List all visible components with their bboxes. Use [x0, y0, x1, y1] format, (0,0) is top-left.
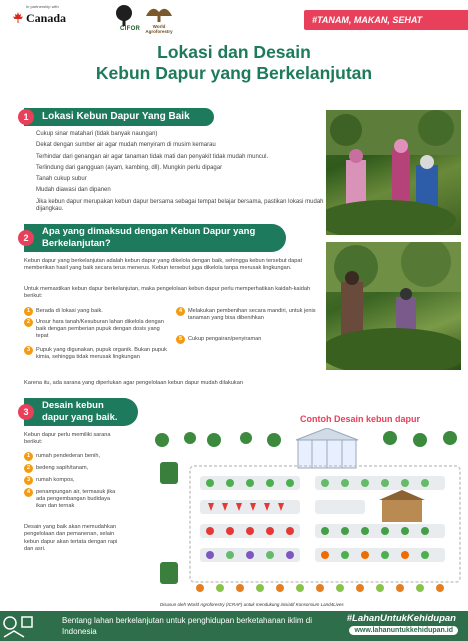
section2-paragraph2: Untuk memastikan kebun dapur berkelanjutan, maka pengelolaan kebun dapur perlu memperhatikan kaidah-kaidah berikut: [24, 286, 311, 300]
icraf-logo [142, 4, 176, 34]
list-item: rumah pendederan benih, [36, 453, 101, 459]
footer-text: Bentang lahan berkelanjutan untuk penghidupan berketahanan iklim di Indonesia [62, 616, 312, 636]
section1-heading: Lokasi Kebun Dapur Yang Baik [24, 108, 214, 126]
list-item: penampungan air, termasuk jika ada pengembangan budidaya ikan dan ternak [36, 489, 116, 509]
garden-design-diagram [150, 428, 468, 598]
section3-intro: Kebun dapur perlu memiliki sarana berikut: [24, 432, 111, 446]
section3-number: 3 [18, 404, 34, 420]
list-item: bedeng sapih/tanam, [36, 465, 89, 471]
list-item: Melakukan pembenihan secara mandiri, untuk jenis tanaman yang bisa dibenihkan [188, 308, 316, 321]
icraf-tree-icon [142, 4, 176, 24]
number-badge: 3 [24, 476, 33, 485]
number-badge: 5 [176, 335, 185, 344]
seed-house [296, 428, 358, 468]
list-item: Cukup sinar matahari (tidak banyak naungan) [36, 131, 158, 137]
garden-layout-illustration [150, 428, 468, 598]
section3-closing: Desain yang baik akan memudahkan pengelolaan dan pemanenan, selain kebun dapur akan tertata dengan rapi dan asri. [24, 524, 118, 553]
section1-number: 1 [18, 109, 34, 125]
footer-url-link[interactable]: www.lahanuntukkehidupan.id [349, 626, 458, 635]
list-item: Mudah diawasi dan dipanen [36, 187, 111, 194]
footer-hashtag: #LahanUntukKehidupan [346, 613, 456, 624]
page-title [0, 42, 468, 84]
list-item: Dekat dengan sumber air agar mudah menyiram di musim kemarau [36, 142, 216, 149]
section3-heading [24, 398, 138, 426]
list-item: Jika kebun dapur merupakan kebun dapur bersama sebagai tempat belajar bersama, pastikan lokasi mudah dijangkau. [36, 198, 324, 213]
list-item: Tanah cukup subur [36, 176, 87, 183]
list-item: Terhindar dari genangan air agar tanaman tidak mati dan penyakit tidak mudah muncul. [36, 153, 269, 160]
section2-closing: Karena itu, ada sarana yang diperlukan agar pengelolaan kebun dapur mudah dilakukan [24, 380, 243, 386]
canada-wordmark: Canada [26, 11, 67, 25]
water-tank [160, 462, 178, 584]
page-title-line1: Lokasi dan Desain [157, 42, 311, 62]
cifor-wordmark: CIFOR [120, 26, 141, 32]
garden-photo-illustration [326, 110, 461, 235]
list-item: Terlindung dari gangguan (ayam, kambing, dll). Mungkin perlu dipagar [36, 164, 223, 171]
design-title: Contoh Desain kebun dapur [300, 414, 421, 424]
section2-heading-line1: Apa yang dimaksud dengan Kebun Dapur yang [42, 226, 256, 237]
number-badge: 3 [24, 346, 33, 355]
list-item: Cukup pengairan/penyiraman [188, 336, 262, 342]
list-item: Berada di lokasi yang baik. [36, 308, 103, 314]
number-badge: 4 [176, 307, 185, 316]
tree-icon [108, 4, 138, 26]
footer-pattern-icon [0, 611, 42, 641]
section2-number: 2 [18, 230, 34, 246]
section2-heading [24, 224, 286, 252]
section2-paragraph1: Kebun dapur yang berkelanjutan adalah kebun dapur yang dikelola dengan baik, sehingga kebun tersebut dapat memberikan hasil yang baik secara terus menerus. Kebun tersebut juga dikelola tanpa merusak lingkungan. [24, 258, 303, 272]
list-item: Unsur hara tanah/Kesuburan lahan dikelola dengan baik dengan pemberian pupuk dengan dosis yang tepat [36, 319, 164, 339]
page-title-line2: Kebun Dapur yang Berkelanjutan [95, 63, 373, 83]
number-badge: 1 [24, 452, 33, 461]
number-badge: 4 [24, 488, 33, 497]
list-item: Pupuk yang digunakan, pupuk organik. Bukan pupuk kimia, sehingga tidak merusak lingkungan [36, 347, 167, 360]
photo-women-harvesting [326, 110, 461, 235]
source-credit: Disusun oleh World Agroforestry (ICRAF) untuk mendukung inisiatif Konsorsium Land4Lives [160, 602, 344, 607]
photo-garden-workers [326, 242, 461, 370]
header [0, 0, 468, 40]
garden-photo-illustration [326, 242, 461, 370]
section3-heading-line2: dapur yang baik. [42, 412, 118, 423]
cifor-logo [108, 4, 140, 34]
canada-partner-text: In partnership with [26, 4, 59, 9]
list-item: rumah kompos, [36, 477, 75, 483]
section2-heading-line2: Berkelanjutan? [42, 238, 111, 249]
section1-list [36, 131, 326, 218]
number-badge: 2 [24, 318, 33, 327]
number-badge: 2 [24, 464, 33, 473]
footer [0, 611, 468, 641]
icraf-wordmark: World Agroforestry [145, 24, 173, 34]
maple-leaf-icon [12, 12, 24, 23]
compost-house [379, 490, 425, 522]
number-badge: 1 [24, 307, 33, 316]
tagline-badge: #TANAM, MAKAN, SEHAT [304, 10, 468, 30]
section3-heading-line1: Desain kebun [42, 400, 104, 411]
canada-logo [8, 4, 72, 32]
